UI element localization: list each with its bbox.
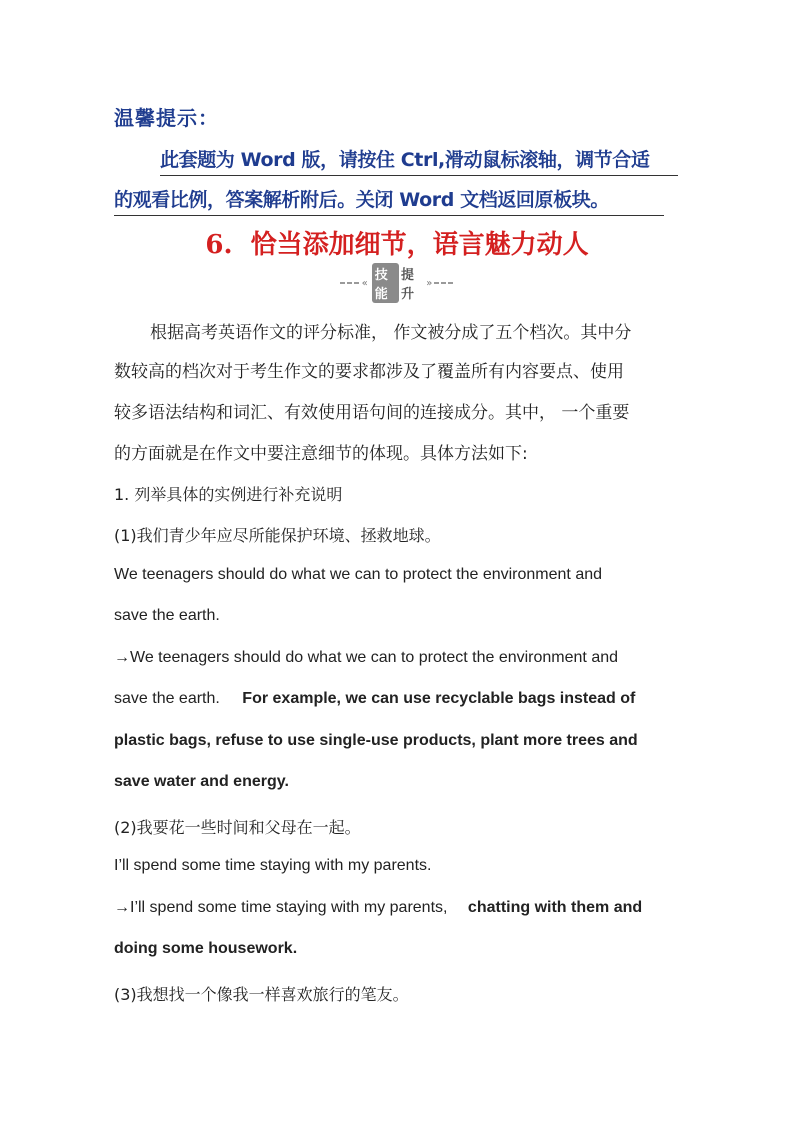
example-2-improved-plain: →I’ll spend some time staying with my parents, [114, 899, 448, 916]
example-1-improved-line-4: save water and energy. [114, 773, 289, 790]
intro-line-4: 的方面就是在作文中要注意细节的体现。具体方法如下: [114, 444, 528, 464]
example-1-en-line-1: We teenagers should do what we can to protect the environment and [114, 566, 603, 583]
example-1-improved-bold: For example, we can use recyclable bags instead of [242, 690, 636, 707]
example-2-improved-line-1 [114, 899, 642, 917]
intro-line-2: 数较高的档次对于考生作文的要求都涉及了覆盖所有内容要点、使用 [114, 362, 624, 382]
example-2-improved-line-2: doing some housework. [114, 940, 298, 957]
tip-title: 温馨提示： [114, 106, 219, 130]
example-1-zh: (1)我们青少年应尽所能保护环境、拯救地球。 [114, 526, 441, 545]
section-number: 6. [205, 230, 233, 260]
intro-line-1: 根据高考英语作文的评分标准， 作文被分成了五个档次。其中分 [150, 323, 632, 343]
badge-left-dashes [340, 282, 360, 284]
example-1-improved-line-1: →We teenagers should do what we can to protect the environment and [114, 649, 619, 666]
section-heading [0, 224, 794, 261]
badge-right-chevron-icon: » [426, 277, 433, 289]
badge-plain-label: 提升 [401, 268, 415, 302]
example-2-improved-bold: chatting with them and [467, 899, 643, 916]
method-1: 1. 列举具体的实例进行补充说明 [114, 485, 343, 504]
example-2-en: I’ll spend some time staying with my parents. [114, 857, 432, 874]
intro-line-3: 较多语法结构和词汇、有效使用语句间的连接成分。其中， 一个重要 [114, 403, 630, 423]
example-1-improved-line-2 [114, 690, 635, 708]
example-3-zh: (3)我想找一个像我一样喜欢旅行的笔友。 [114, 985, 409, 1004]
badge-right-dashes [434, 282, 454, 284]
example-1-improved-line-3: plastic bags, refuse to use single-use products, plant more trees and [114, 732, 638, 749]
example-2-zh: (2)我要花一些时间和父母在一起。 [114, 818, 361, 837]
badge-box-label: 技能 [372, 263, 399, 303]
badge-left-chevron-icon: « [361, 277, 368, 289]
tip-line-2: 的观看比例，答案解析附后。关闭 Word 文档返回原板块。 [114, 185, 664, 216]
example-1-improved-plain: save the earth. [114, 690, 220, 707]
skill-badge [340, 268, 454, 302]
tip-line-1: 此套题为 Word 版，请按住 Ctrl,滑动鼠标滚轴，调节合适 [160, 145, 678, 176]
example-1-en-line-2: save the earth. [114, 607, 220, 624]
section-title: 恰当添加细节，语言魅力动人 [250, 230, 589, 260]
